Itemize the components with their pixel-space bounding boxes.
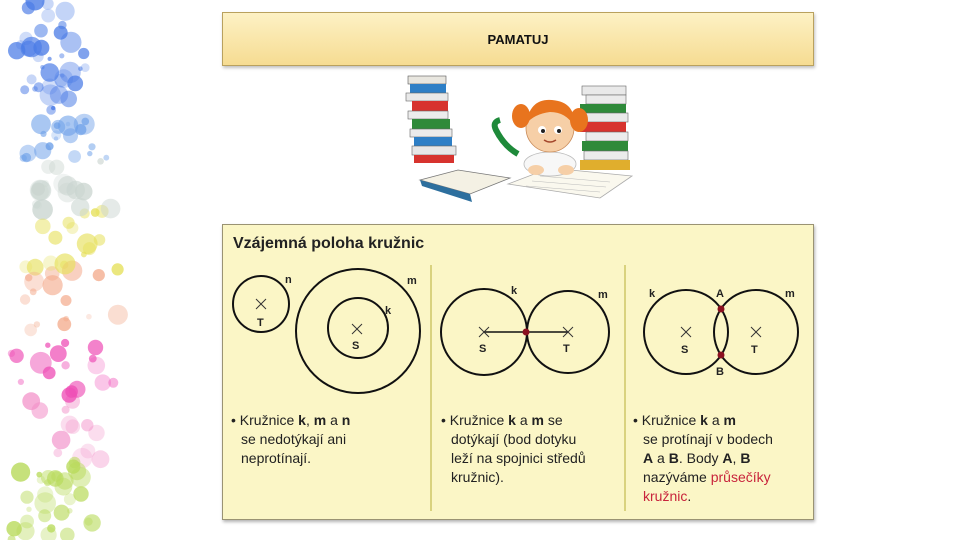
- bubble: [61, 339, 69, 347]
- bubble: [65, 385, 78, 398]
- bubble: [20, 85, 29, 94]
- intersection-point-B: [718, 352, 725, 359]
- label-T: T: [257, 317, 264, 329]
- text-span: ,: [732, 450, 741, 466]
- bubble: [66, 222, 78, 234]
- bubble: [54, 136, 58, 140]
- text-span: Kružnice: [239, 412, 299, 428]
- bubble: [88, 340, 103, 355]
- description-tangent: [441, 411, 586, 487]
- label-k: k: [511, 285, 518, 297]
- bubble: [61, 295, 72, 306]
- bubble: [75, 183, 93, 201]
- tangent-point: [523, 329, 530, 336]
- bubble: [88, 357, 106, 375]
- bold-k: k: [298, 412, 306, 428]
- bubble: [47, 524, 55, 532]
- bubble: [22, 153, 31, 162]
- bold-A: A: [643, 450, 654, 466]
- bubble: [20, 294, 30, 304]
- bold-k: k: [508, 412, 516, 428]
- bubble: [87, 151, 92, 156]
- bubble: [44, 479, 51, 486]
- bold-m: m: [531, 412, 544, 428]
- bold-A: A: [722, 450, 733, 466]
- text-span: a: [653, 450, 669, 466]
- bubble: [48, 231, 62, 245]
- bubble: [27, 74, 37, 84]
- bubble: [71, 198, 89, 216]
- bubble: [40, 65, 44, 69]
- text-span: . Body: [678, 450, 723, 466]
- bubble: [61, 361, 69, 369]
- text-span: a: [326, 412, 342, 428]
- description-intersecting: [633, 411, 773, 506]
- circles-position-panel: [222, 224, 814, 520]
- bubble: [33, 40, 49, 56]
- bubble: [75, 124, 86, 135]
- open-book: [420, 170, 510, 202]
- bold-B: B: [668, 450, 679, 466]
- label-T: T: [751, 344, 758, 356]
- bubble: [101, 199, 121, 219]
- bold-m: m: [723, 412, 736, 428]
- bubble: [82, 118, 90, 126]
- bubble: [53, 174, 73, 194]
- bubble: [60, 91, 77, 108]
- column-divider: [430, 265, 432, 511]
- bold-m: m: [313, 412, 327, 428]
- bubble: [66, 460, 80, 474]
- bold-n: n: [341, 412, 351, 428]
- text-span: nazýváme: [643, 469, 711, 485]
- book-stack-right: [580, 86, 630, 170]
- bubble: [46, 142, 54, 150]
- label-A: A: [716, 288, 724, 300]
- bubble: [45, 343, 50, 348]
- bubble: [11, 463, 30, 482]
- circle-m: [296, 269, 420, 393]
- description-non-intersecting: [231, 411, 350, 468]
- diagram-intersecting-circles: [627, 261, 827, 411]
- panel-title: Vzájemná poloha kružnic: [233, 235, 425, 252]
- bubble: [46, 105, 56, 115]
- label-m: m: [785, 288, 795, 300]
- bubble: [43, 275, 63, 295]
- decorative-bubbles: [0, 0, 160, 540]
- text-span: Kružnice: [449, 412, 509, 428]
- bubble: [97, 158, 104, 165]
- bold-B: B: [740, 450, 751, 466]
- label-k: k: [649, 288, 656, 300]
- text-line: dotýkají (bod dotyku: [451, 431, 577, 447]
- diagram-tangent-circles: [433, 261, 633, 411]
- bubble: [85, 518, 93, 526]
- bubble: [92, 450, 110, 468]
- text-line: leží na spojnici středů: [451, 450, 586, 466]
- bullet: •: [633, 412, 638, 428]
- text-span: Kružnice: [641, 412, 701, 428]
- bubble: [32, 183, 45, 196]
- bubble: [55, 253, 76, 274]
- bubble: [36, 472, 42, 478]
- intersection-point-A: [718, 306, 725, 313]
- bubble: [58, 21, 66, 29]
- bubble: [43, 367, 56, 380]
- label-T: T: [563, 343, 570, 355]
- girl-reading-books-illustration: [400, 72, 650, 212]
- bubble: [24, 272, 44, 292]
- bubble: [60, 73, 64, 77]
- bubble: [37, 486, 53, 502]
- label-B: B: [716, 366, 724, 378]
- girl-character: [495, 100, 588, 176]
- diagram-non-intersecting-circles: [227, 261, 427, 411]
- text-span: .: [687, 488, 692, 504]
- label-S: S: [681, 344, 689, 356]
- header-bar: [222, 12, 814, 66]
- bubble: [60, 32, 81, 53]
- bubble: [18, 379, 24, 385]
- bubble: [108, 305, 128, 325]
- bubble: [8, 42, 25, 59]
- bubble: [20, 491, 33, 504]
- page-title: PAMATUJ: [487, 31, 549, 47]
- bubble: [60, 528, 75, 540]
- bubble: [61, 416, 79, 434]
- bubble: [31, 114, 51, 134]
- bubble: [63, 316, 69, 322]
- text-span: ,: [305, 412, 314, 428]
- bullet: •: [441, 412, 446, 428]
- label-m: m: [407, 275, 417, 287]
- bubble: [81, 252, 87, 258]
- bubble: [19, 32, 32, 45]
- bubble: [26, 507, 31, 512]
- bubble: [59, 53, 64, 58]
- bubble: [88, 143, 95, 150]
- bubble: [53, 448, 62, 457]
- text-span: a: [515, 412, 532, 428]
- bubble: [41, 9, 55, 23]
- label-n: n: [285, 274, 292, 286]
- bubble: [32, 200, 41, 209]
- bubble: [50, 345, 67, 362]
- highlight-term: kružnic: [643, 488, 688, 504]
- bubble: [34, 321, 40, 327]
- label-k: k: [385, 305, 392, 317]
- book-stack-left: [406, 76, 456, 163]
- bubble: [34, 24, 48, 38]
- bold-k: k: [700, 412, 708, 428]
- text-line: se nedotýkají ani: [241, 431, 347, 447]
- bubble: [112, 263, 124, 275]
- bubble: [93, 269, 105, 281]
- bubble: [95, 374, 111, 390]
- bubble: [78, 48, 89, 59]
- bubble: [9, 349, 23, 363]
- text-span: se: [543, 412, 563, 428]
- bubble: [49, 160, 64, 175]
- highlight-term: průsečíky: [710, 469, 771, 485]
- label-S: S: [479, 343, 487, 355]
- label-S: S: [352, 340, 360, 352]
- text-line: neprotínají.: [241, 450, 312, 466]
- bubble: [86, 314, 92, 320]
- text-span: a: [707, 412, 724, 428]
- text-line: kružnic).: [451, 469, 504, 485]
- text-line: se protínají v bodech: [643, 431, 773, 447]
- bubble: [103, 155, 109, 161]
- bubble: [35, 219, 51, 235]
- bubble: [68, 150, 81, 163]
- bubble: [20, 515, 34, 529]
- bubble: [54, 505, 70, 521]
- bubble: [55, 478, 73, 496]
- label-m: m: [598, 289, 608, 301]
- bubble: [88, 425, 104, 441]
- bubble: [48, 57, 52, 61]
- bubble: [32, 402, 49, 419]
- bullet: •: [231, 412, 236, 428]
- bubble: [52, 431, 71, 450]
- bubble: [56, 2, 75, 21]
